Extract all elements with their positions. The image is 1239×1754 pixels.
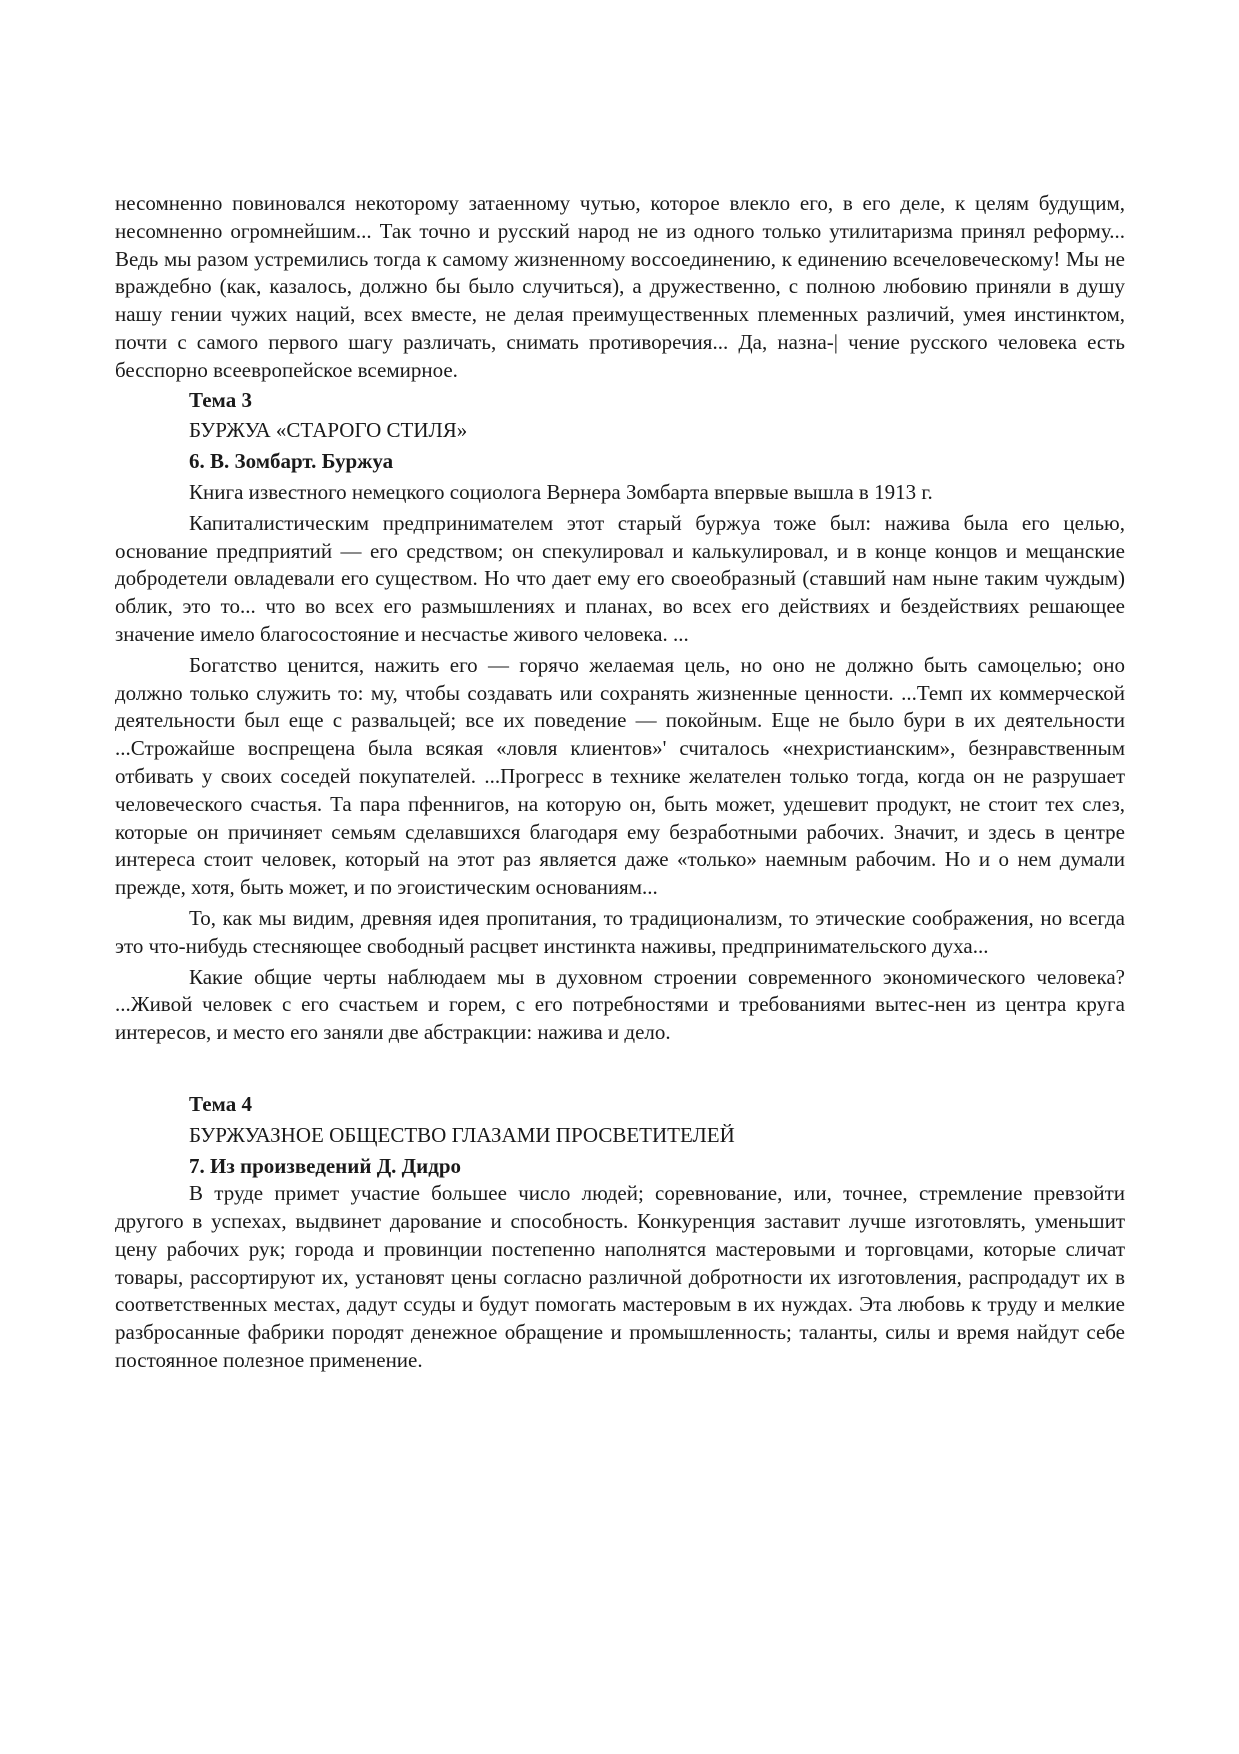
document-page bbox=[115, 190, 1125, 1375]
topic-4-paragraph-1: В труде примет участие большее число людей; соревнование, или, точнее, стремление превзойти другого в успехах, выдвинет дарование и способность. Конкуренция заставит лучше изготовлять, уменьшит цену рабочих рук; города и провинции постепенно наполнятся мастеровыми и торговцами, которые сличат товары, рассортируют их, установят цены согласно различной добротности их изготовления, распродадут их в соответственных местах, дадут ссуды и будут помогать мастеровым в их нуждах. Эта любовь к труду и мелкие разбросанные фабрики породят денежное обращение и промышленность; таланты, силы и время найдут себе постоянное полезное применение. bbox=[115, 1181, 1125, 1373]
topic-4-label: Тема 4 bbox=[189, 1091, 252, 1116]
continuation-paragraph: несомненно повиновался некоторому затаенному чутью, которое влекло его, в его деле, к целям будущим, несомненно огромнейшим... Так точно и русский народ не из одного только утилитаризма принял реформу... Ведь мы разом устремились тогда к самому жизненному воссоединению, к единению всечеловеческому! Мы не враждебно (как, казалось, должно бы было случиться), а дружественно, с полною любовию приняли в душу нашу гении чужих наций, всех вместе, не делая преимущественных племенных различий, умея инстинктом, почти с самого первого шагу различать, снимать противоречия... Да, назна-| чение русского человека есть бесспорно всеевропейское всемирное. bbox=[115, 191, 1125, 382]
topic-4-subtitle: 7. Из произведений Д. Дидро bbox=[189, 1153, 462, 1178]
topic-3-subtitle: 6. В. Зомбарт. Буржуа bbox=[189, 449, 394, 474]
topic-3-paragraph-4: Какие общие черты наблюдаем мы в духовном строении современного экономического человека? ...Живой человек с его счастьем и горем, с его потребностями и требованиями вытес-нен из центра круга интересов, и место его заняли две абстракции: нажива и дело. bbox=[115, 964, 1125, 1045]
topic-3-label: Тема 3 bbox=[189, 387, 252, 412]
topic-3-intro: Книга известного немецкого социолога Вернера Зомбарта впервые вышла в 1913 г. bbox=[189, 479, 933, 504]
topic-3-paragraph-3: То, как мы видим, древняя идея пропитания, то традиционализм, то этические соображения, но всегда это что-нибудь стесняющее свободный расцвет инстинкта наживы, предпринимательского духа... bbox=[115, 905, 1125, 958]
topic-3-paragraph-2: Богатство ценится, нажить его — горячо желаемая цель, но оно не должно быть самоцелью; оно должно только служить то: му, чтобы создавать или сохранять жизненные ценности. ...Темп их коммерческой деятельности был еще с развальцей; все их поведение — покойным. Еще не было бури в их деятельности ...Строжайше воспрещена была всякая «ловля клиентов»' считалось «нехристианским», безнравственным отбивать у своих соседей покупателей. ...Прогресс в технике желателен только тогда, когда он не разрушает человеческого счастья. Та пара пфеннигов, на которую он, быть может, удешевит продукт, не стоит тех слез, которые он причиняет семьям сделавшихся благодаря ему безработными рабочих. Значит, и здесь в центре интереса стоит человек, который на этот раз является даже «только» наемным рабочим. Но и о нем думали прежде, хотя, быть может, и по эгоистическим основаниям... bbox=[115, 652, 1125, 900]
topic-3-title: БУРЖУА «СТАРОГО СТИЛЯ» bbox=[189, 418, 468, 443]
topic-4-title: БУРЖУАЗНОЕ ОБЩЕСТВО ГЛАЗАМИ ПРОСВЕТИТЕЛЕЙ bbox=[189, 1122, 735, 1147]
topic-3-paragraph-1: Капиталистическим предпринимателем этот старый буржуа тоже был: нажива была его целью, основание предприятий — его средством; он спекулировал и калькулировал, и в конце концов и мещанские добродетели овладевали его существом. Но что дает ему его своеобразный (ставший нам ныне таким чуждым) облик, это то... что во всех его размышлениях и планах, во всех его действиях и бездействиях решающее значение имело благосостояние и несчастье живого человека. ... bbox=[115, 510, 1125, 646]
